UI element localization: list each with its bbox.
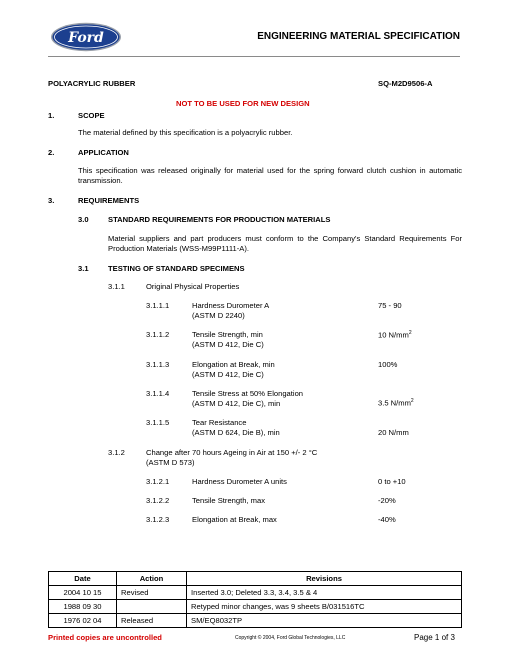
revision-description: Inserted 3.0; Deleted 3.3, 3.4, 3.5 & 4: [187, 586, 462, 600]
property-value: 20 N/mm: [378, 428, 409, 437]
section-3-1-1-number: 3.1.1: [108, 282, 125, 291]
section-2-title: APPLICATION: [78, 148, 129, 157]
section-3-title: REQUIREMENTS: [78, 196, 140, 205]
property-number: 3.1.2.2: [146, 496, 170, 505]
property-method: (ASTM D 412, Die C), min: [192, 399, 281, 408]
property-name: Tensile Strength, min: [192, 330, 263, 339]
scope-text: The material defined by this specification is a polyacrylic rubber.: [78, 128, 293, 137]
logo-wordmark: Ford: [68, 30, 104, 46]
property-number: 3.1.1.4: [146, 389, 170, 398]
section-3-1-number: 3.1: [78, 264, 89, 273]
property-number: 3.1.1.3: [146, 360, 170, 369]
section-3-1-2-number: 3.1.2: [108, 448, 125, 457]
revision-action: [117, 600, 187, 614]
column-header-action: Action: [117, 572, 187, 586]
table-row: [49, 614, 462, 628]
material-name: POLYACRYLIC RUBBER: [48, 79, 136, 88]
property-method: (ASTM D 624, Die B), min: [192, 428, 280, 437]
header-divider: [48, 56, 460, 57]
property-value: 0 to +10: [378, 477, 406, 486]
page-number: Page 1 of 3: [414, 633, 455, 642]
revision-description: Retyped minor changes, was 9 sheets B/031516TC: [187, 600, 462, 614]
property-value: 10 $N/mm^2$: [378, 330, 412, 340]
property-name: Elongation at Break, min: [192, 360, 275, 369]
property-method: (ASTM D 2240): [192, 311, 245, 320]
property-name: Elongation at Break, max: [192, 515, 277, 524]
uncontrolled-notice: Printed copies are uncontrolled: [48, 633, 162, 642]
property-name: Tear Resistance: [192, 418, 247, 427]
table-row: [49, 600, 462, 614]
column-header-date: Date: [49, 572, 117, 586]
property-name: Tensile Stress at 50% Elongation: [192, 389, 304, 398]
property-number: 3.1.2.3: [146, 515, 170, 524]
property-number: 3.1.2.1: [146, 477, 170, 486]
section-1-number: 1.: [48, 111, 55, 120]
property-number: 3.1.1.1: [146, 301, 170, 310]
property-value: -40%: [378, 515, 396, 524]
section-3-1-2-method: (ASTM D 573): [146, 458, 195, 467]
revision-action: Released: [117, 614, 187, 628]
property-method: (ASTM D 412, Die C): [192, 370, 264, 379]
table-row: [49, 586, 462, 600]
property-number: 3.1.1.2: [146, 330, 170, 339]
revision-date: 1988 09 30: [49, 600, 117, 614]
document-title: ENGINEERING MATERIAL SPECIFICATION: [257, 31, 460, 42]
section-3-1-title: TESTING OF STANDARD SPECIMENS: [108, 264, 245, 273]
revisions-table: [48, 571, 462, 628]
property-name: Hardness Durometer A: [192, 301, 270, 310]
property-number: 3.1.1.5: [146, 418, 170, 427]
property-value: 100%: [378, 360, 398, 369]
section-3-0-title: STANDARD REQUIREMENTS FOR PRODUCTION MATERIALS: [108, 215, 331, 224]
property-value: 75 - 90: [378, 301, 402, 310]
revision-action: Revised: [117, 586, 187, 600]
design-notice: NOT TO BE USED FOR NEW DESIGN: [176, 99, 310, 108]
section-2-number: 2.: [48, 148, 55, 157]
revision-description: SM/EQ8032TP: [187, 614, 462, 628]
property-name: Tensile Strength, max: [192, 496, 266, 505]
property-method: (ASTM D 412, Die C): [192, 340, 264, 349]
property-value: -20%: [378, 496, 396, 505]
section-3-0-text: Material suppliers and part producers must conform to the Company's Standard Requirements For Production Materials (WSS-M99P1111-A).: [108, 234, 462, 253]
section-3-number: 3.: [48, 196, 55, 205]
property-name: Hardness Durometer A units: [192, 477, 287, 486]
copyright: Copyright © 2004, Ford Global Technologies, LLC: [235, 635, 346, 641]
ford-logo: [50, 22, 122, 52]
section-3-1-1-title: Original Physical Properties: [146, 282, 240, 291]
section-1-title: SCOPE: [78, 111, 105, 120]
spec-number: SQ-M2D9506-A: [378, 79, 433, 88]
section-3-0-number: 3.0: [78, 215, 89, 224]
section-3-1-2-title: Change after 70 hours Ageing in Air at 150 +/- 2 °C: [146, 448, 318, 457]
property-value: 3.5 $N/mm^2$: [378, 398, 414, 408]
revision-date: 1976 02 04: [49, 614, 117, 628]
application-text: This specification was released originally for material used for the spring forward clutch cushion in automatic transmission.: [78, 166, 462, 185]
revision-date: 2004 10 15: [49, 586, 117, 600]
column-header-revisions: Revisions: [187, 572, 462, 586]
revisions-header-row: [49, 572, 462, 586]
